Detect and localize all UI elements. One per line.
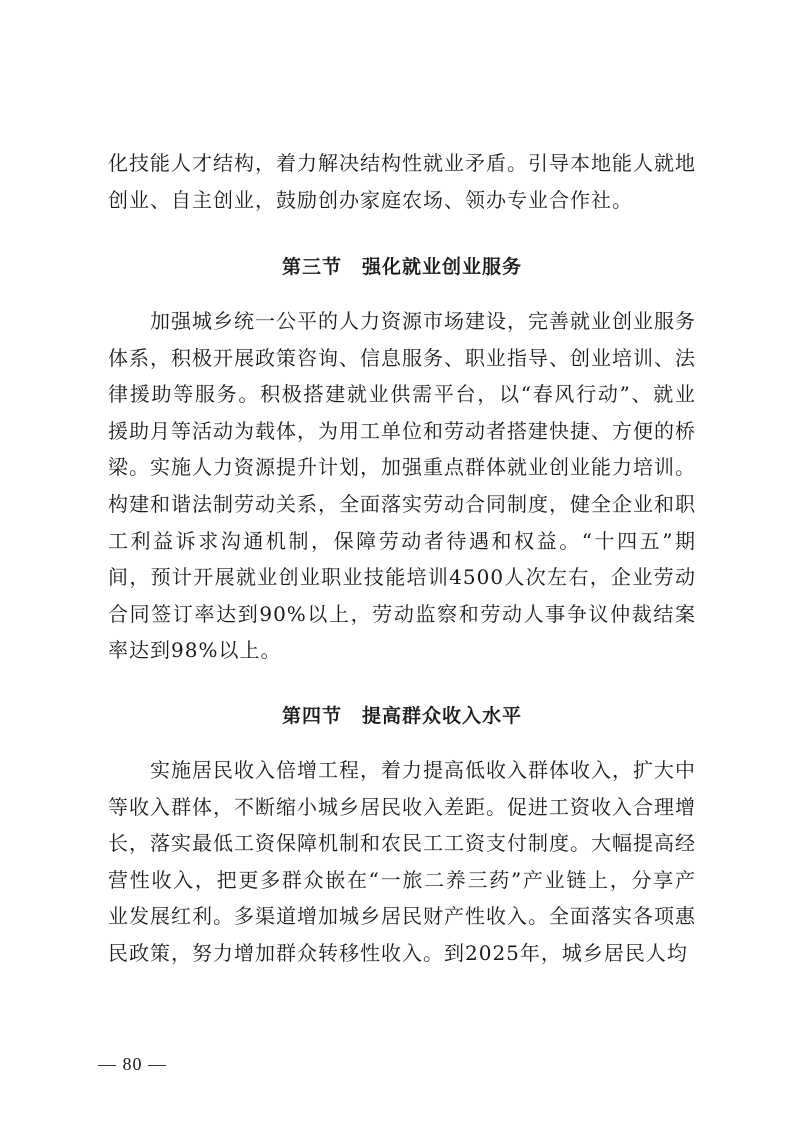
section-title: 提高群众收入水平 (362, 705, 523, 727)
page-number: — 80 — (98, 1054, 167, 1074)
section-heading-4 (108, 701, 696, 731)
paragraph-continued: 化技能人才结构，着力解决结构性就业矛盾。引导本地能人就地创业、自主创业，鼓励创办家庭农场、领办专业合作社。 (108, 151, 696, 212)
paragraph-income-growth: 实施居民收入倍增工程，着力提高低收入群体收入，扩大中等收入群体，不断缩小城乡居民收入差距。促进工资收入合理增长，落实最低工资保障机制和农民工工资支付制度。大幅提高经营性收入，把更多群众嵌在“一旅二养三药”产业链上，分享产业发展红利。多渠道增加城乡居民财产性收入。全面落实各项惠民政策，努力增加群众转移性收入。到2025年，城乡居民人均 (108, 758, 696, 965)
paragraph-employment-services: 加强城乡统一公平的人力资源市场建设，完善就业创业服务体系，积极开展政策咨询、信息服务、职业指导、创业培训、法律援助等服务。积极搭建就业供需平台，以“春风行动”、就业援助月等活动为载体，为用工单位和劳动者搭建快捷、方便的桥梁。实施人力资源提升计划，加强重点群体就业创业能力培训。构建和谐法制劳动关系，全面落实劳动合同制度，健全企业和职工利益诉求沟通机制，保障劳动者待遇和权益。“十四五”期间，预计开展就业创业职业技能培训4500人次左右，企业劳动合同签订率达到90%以上，劳动监察和劳动人事争议仲裁结案率达到98%以上。 (108, 309, 696, 663)
section-heading-3 (108, 252, 696, 282)
section-number: 第三节 (281, 256, 342, 278)
section-number: 第四节 (281, 705, 342, 727)
section-title: 强化就业创业服务 (362, 256, 523, 278)
